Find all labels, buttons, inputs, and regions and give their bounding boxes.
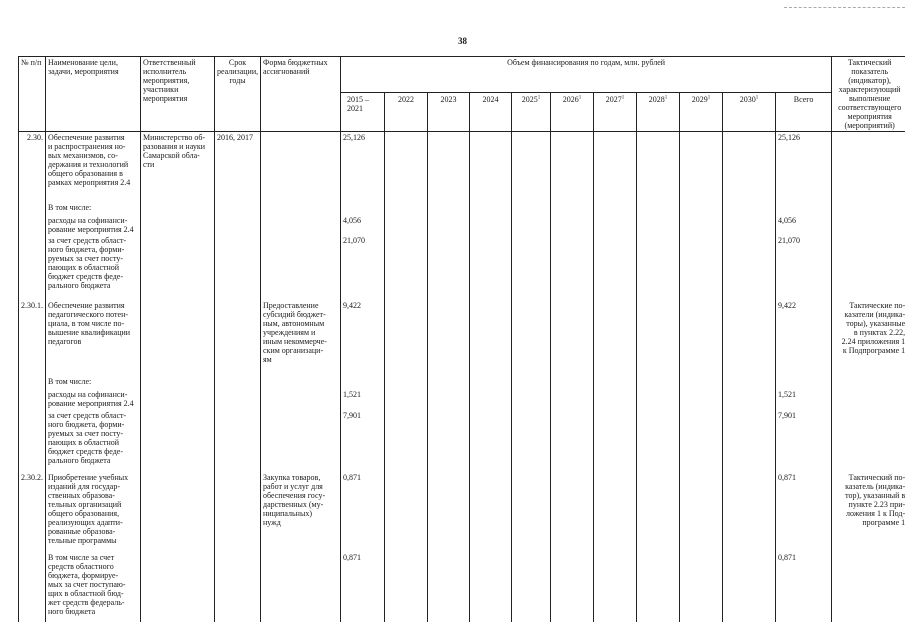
header-year: 2023	[428, 93, 470, 132]
value-total: 7,901	[776, 410, 832, 472]
value-year-empty	[680, 300, 723, 376]
row-responsible	[141, 552, 215, 622]
value-year-empty	[637, 215, 680, 235]
row-number	[19, 552, 46, 622]
row-responsible	[141, 202, 215, 215]
row-indicator	[832, 410, 905, 472]
row-form	[261, 132, 341, 202]
row-indicator	[832, 235, 905, 300]
value-year-empty	[637, 235, 680, 300]
row-name: Приобретение учебных изданий для государ- ственных образова- тельных организаций общего образования, реализующих адапти- рованные образова- тельные программы	[46, 472, 141, 552]
row-name: за счет средств област- ного бюджета, форми- руемых за счет посту- пающих в областной бюджет средств феде- рального бюджета	[46, 235, 141, 300]
value-year-empty	[512, 215, 551, 235]
value-year-empty	[637, 300, 680, 376]
header-indicator: Тактический показатель (индикатор), характеризующий выполнение соответствующего мероприятия (мероприятий)	[832, 57, 905, 132]
value-year-empty	[470, 235, 512, 300]
value-year-empty	[637, 552, 680, 622]
value-2015-2021: 4,056	[341, 215, 385, 235]
value-year-empty	[512, 235, 551, 300]
value-year-empty	[680, 472, 723, 552]
header-year: 2022	[385, 93, 428, 132]
row-number: 2.30.	[19, 132, 46, 202]
row-term: 2016, 2017	[215, 132, 261, 202]
row-number	[19, 410, 46, 472]
value-year-empty	[594, 472, 637, 552]
value-year-empty	[428, 410, 470, 472]
row-term	[215, 376, 261, 389]
value-year-empty	[470, 552, 512, 622]
value-year-empty	[512, 410, 551, 472]
row-number	[19, 202, 46, 215]
value-year-empty	[428, 376, 470, 389]
header-year: 2025$^1$	[512, 93, 551, 132]
value-year-empty	[385, 300, 428, 376]
row-name: В том числе за счет средств областного бюджета, формируе- мых за счет поступаю- щих в областной бюд- жет средств федераль- ного бюджета	[46, 552, 141, 622]
value-year-empty	[594, 215, 637, 235]
row-form	[261, 202, 341, 215]
value-year-empty	[428, 389, 470, 410]
value-year-empty	[385, 472, 428, 552]
header-year: 2027$^1$	[594, 93, 637, 132]
row-responsible	[141, 235, 215, 300]
header-responsible: Ответственный исполнитель мероприятия, участники мероприятия	[141, 57, 215, 132]
value-year-empty	[594, 376, 637, 389]
value-year-empty	[512, 552, 551, 622]
row-form	[261, 552, 341, 622]
row-form	[261, 215, 341, 235]
value-2015-2021: 25,126	[341, 132, 385, 202]
table-row	[19, 235, 905, 300]
value-2015-2021: 7,901	[341, 410, 385, 472]
value-year-empty	[512, 472, 551, 552]
value-year-empty	[512, 132, 551, 202]
value-year-empty	[551, 300, 594, 376]
row-form	[261, 410, 341, 472]
value-total: 21,070	[776, 235, 832, 300]
header-year: 2029$^1$	[680, 93, 723, 132]
value-2015-2021	[341, 376, 385, 389]
value-year-empty	[551, 202, 594, 215]
row-form: Предоставление субсидий бюджет- ным, автономным учреждениям и иным некоммерче- ским организаци- ям	[261, 300, 341, 376]
row-number	[19, 389, 46, 410]
table-row	[19, 215, 905, 235]
value-total: 1,521	[776, 389, 832, 410]
row-indicator	[832, 202, 905, 215]
value-year-empty	[428, 472, 470, 552]
row-number	[19, 235, 46, 300]
value-year-empty	[551, 552, 594, 622]
row-term	[215, 552, 261, 622]
value-total	[776, 202, 832, 215]
value-year-empty	[723, 202, 776, 215]
value-year-empty	[470, 376, 512, 389]
value-year-empty	[551, 410, 594, 472]
value-year-empty	[551, 389, 594, 410]
row-responsible	[141, 389, 215, 410]
financing-table	[18, 56, 905, 622]
table-row	[19, 472, 905, 552]
value-year-empty	[723, 389, 776, 410]
row-indicator	[832, 215, 905, 235]
value-year-empty	[470, 202, 512, 215]
row-indicator	[832, 376, 905, 389]
table-row	[19, 552, 905, 622]
value-year-empty	[385, 410, 428, 472]
value-year-empty	[594, 552, 637, 622]
row-number	[19, 376, 46, 389]
value-year-empty	[385, 376, 428, 389]
value-year-empty	[680, 410, 723, 472]
value-year-empty	[723, 235, 776, 300]
value-total: 9,422	[776, 300, 832, 376]
value-year-empty	[385, 389, 428, 410]
row-term	[215, 235, 261, 300]
value-year-empty	[680, 389, 723, 410]
row-responsible: Министерство об- разования и науки Самарской обла- сти	[141, 132, 215, 202]
row-number: 2.30.1.	[19, 300, 46, 376]
row-name: расходы на софинанси- рование мероприятия 2.4	[46, 389, 141, 410]
value-year-empty	[723, 300, 776, 376]
row-term	[215, 389, 261, 410]
value-year-empty	[637, 376, 680, 389]
row-name: В том числе:	[46, 202, 141, 215]
row-responsible	[141, 410, 215, 472]
value-year-empty	[428, 235, 470, 300]
value-year-empty	[680, 202, 723, 215]
value-year-empty	[594, 235, 637, 300]
page-number: 38	[458, 36, 467, 46]
value-year-empty	[385, 235, 428, 300]
value-year-empty	[470, 389, 512, 410]
value-total: 4,056	[776, 215, 832, 235]
header-form: Форма бюджетных ассигнований	[261, 57, 341, 132]
value-year-empty	[428, 300, 470, 376]
value-year-empty	[680, 376, 723, 389]
value-year-empty	[723, 552, 776, 622]
value-year-empty	[512, 376, 551, 389]
row-responsible	[141, 376, 215, 389]
value-year-empty	[594, 389, 637, 410]
value-2015-2021: 21,070	[341, 235, 385, 300]
value-year-empty	[551, 376, 594, 389]
value-year-empty	[680, 215, 723, 235]
value-year-empty	[637, 389, 680, 410]
row-term	[215, 472, 261, 552]
value-year-empty	[428, 552, 470, 622]
header-financing: Объем финансирования по годам, млн. рублей	[341, 57, 832, 93]
row-form: Закупка товаров, работ и услуг для обеспечения госу- дарственных (му- ниципальных) нужд	[261, 472, 341, 552]
row-term	[215, 202, 261, 215]
value-year-empty	[551, 472, 594, 552]
header-no: № п/п	[19, 57, 46, 132]
table-row	[19, 389, 905, 410]
row-indicator: Тактический по- казатель (индика- тор), указанный в пункте 2.23 при- ложения 1 к Под- программе 1	[832, 472, 905, 552]
value-year-empty	[385, 552, 428, 622]
header-year: 2015 – 2021	[341, 93, 385, 132]
header-name: Наименование цели, задачи, мероприятия	[46, 57, 141, 132]
value-2015-2021: 1,521	[341, 389, 385, 410]
value-year-empty	[680, 235, 723, 300]
value-year-empty	[551, 235, 594, 300]
row-term	[215, 410, 261, 472]
value-2015-2021	[341, 202, 385, 215]
value-year-empty	[512, 300, 551, 376]
row-responsible	[141, 215, 215, 235]
value-2015-2021: 0,871	[341, 552, 385, 622]
value-year-empty	[637, 202, 680, 215]
row-form	[261, 235, 341, 300]
value-year-empty	[385, 215, 428, 235]
value-year-empty	[512, 389, 551, 410]
value-year-empty	[637, 472, 680, 552]
value-year-empty	[385, 202, 428, 215]
value-year-empty	[723, 472, 776, 552]
header-term: Срок реализации, годы	[215, 57, 261, 132]
value-year-empty	[594, 300, 637, 376]
table-row	[19, 132, 905, 202]
value-year-empty	[723, 376, 776, 389]
row-responsible	[141, 300, 215, 376]
row-term	[215, 215, 261, 235]
value-year-empty	[428, 215, 470, 235]
value-year-empty	[551, 132, 594, 202]
value-year-empty	[680, 132, 723, 202]
value-year-empty	[551, 215, 594, 235]
row-name: за счет средств област- ного бюджета, форми- руемых за счет посту- пающих в областной бюджет средств феде- рального бюджета	[46, 410, 141, 472]
value-year-empty	[428, 132, 470, 202]
value-year-empty	[470, 132, 512, 202]
row-name: расходы на софинанси- рование мероприятия 2.4	[46, 215, 141, 235]
value-2015-2021: 9,422	[341, 300, 385, 376]
row-name: В том числе:	[46, 376, 141, 389]
value-year-empty	[637, 132, 680, 202]
row-name: Обеспечение развития педагогического потен- циала, в том числе по- вышение квалификации педагогов	[46, 300, 141, 376]
row-name: Обеспечение развития и распространения но- вых механизмов, со- держания и технологий общего образования в рамках мероприятия 2.4	[46, 132, 141, 202]
row-form	[261, 376, 341, 389]
row-term	[215, 300, 261, 376]
header-year: 2026$^1$	[551, 93, 594, 132]
row-indicator	[832, 552, 905, 622]
row-responsible	[141, 472, 215, 552]
row-number: 2.30.2.	[19, 472, 46, 552]
row-indicator	[832, 132, 905, 202]
value-year-empty	[470, 300, 512, 376]
value-year-empty	[594, 202, 637, 215]
header-year: 2028$^1$	[637, 93, 680, 132]
table-row	[19, 300, 905, 376]
table-row	[19, 410, 905, 472]
value-total: 25,126	[776, 132, 832, 202]
value-year-empty	[723, 215, 776, 235]
value-year-empty	[680, 552, 723, 622]
header-total: Всего	[776, 93, 832, 132]
value-year-empty	[594, 410, 637, 472]
value-year-empty	[470, 410, 512, 472]
value-total	[776, 376, 832, 389]
value-year-empty	[470, 472, 512, 552]
value-total: 0,871	[776, 472, 832, 552]
top-rule	[784, 7, 905, 8]
value-year-empty	[470, 215, 512, 235]
value-total: 0,871	[776, 552, 832, 622]
row-form	[261, 389, 341, 410]
value-year-empty	[594, 132, 637, 202]
table-row	[19, 202, 905, 215]
value-year-empty	[723, 132, 776, 202]
value-year-empty	[512, 202, 551, 215]
row-number	[19, 215, 46, 235]
value-year-empty	[637, 410, 680, 472]
value-year-empty	[723, 410, 776, 472]
value-year-empty	[428, 202, 470, 215]
row-indicator	[832, 389, 905, 410]
row-indicator: Тактические по- казатели (индика- торы), указанные в пунктах 2.22, 2.24 приложения 1 к Подпрограмме 1	[832, 300, 905, 376]
table-row	[19, 376, 905, 389]
value-2015-2021: 0,871	[341, 472, 385, 552]
value-year-empty	[385, 132, 428, 202]
header-year: 2030$^1$	[723, 93, 776, 132]
header-year: 2024	[470, 93, 512, 132]
